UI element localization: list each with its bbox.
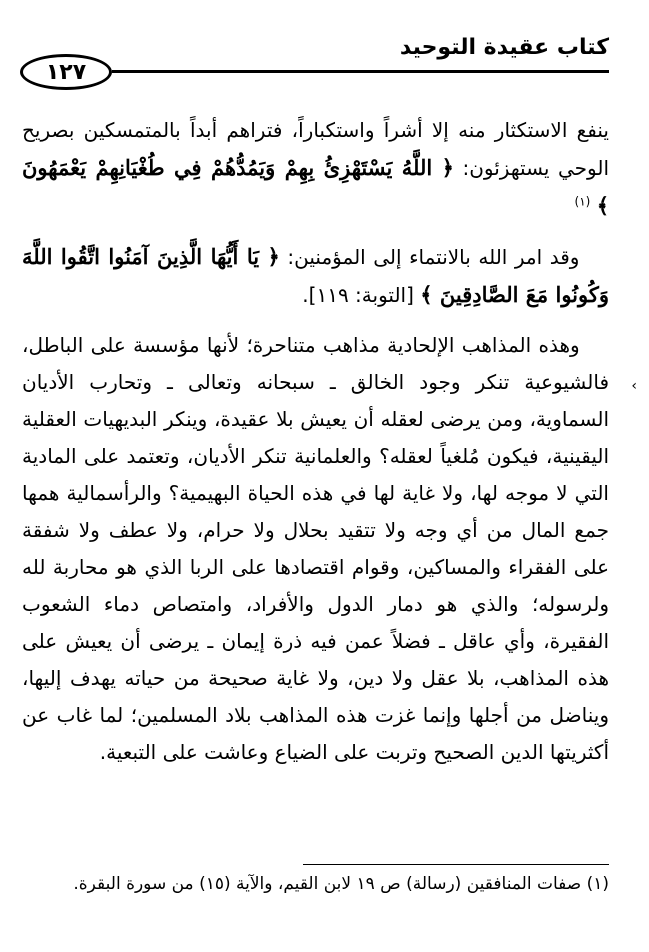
footnote-rule [303, 864, 609, 865]
paragraph-3 [22, 327, 609, 771]
book-title: كتاب عقيدة التوحيد [399, 35, 609, 60]
paragraph-3-text: وهذه المذاهب الإلحادية مذاهب متناحرة؛ لأنها مؤسسة على الباطل، فالشيوعية تنكر وجود الخالق ـ سبحانه وتعالى ـ وتحارب الأديان السماوية، ومن يرضى لعقله أن يعيش بلا عقيدة، وينكر البديهيات العقلية اليقينية، فيكون مُلغياً لعقله؟ والعلمانية تنكر الأديان، وتعتمد على المادية التي لا موجه لها، ولا غاية لها في هذه الحياة البهيمية؟ والرأسمالية همها جمع المال من أي وجه ولا تتقيد بحلال ولا حرام، ولا عطف ولا شفقة على الفقراء والمساكين، وقوام اقتصادها على الربا الذي هو محاربة لله ولرسوله؛ والذي هو دمار الدول والأفراد، وامتصاص دماء الشعوب الفقيرة، وأي عاقل ـ فضلاً عمن فيه ذرة إيمان ـ يرضى أن يعيش على هذه المذاهب، بلا عقل ولا دين، ولا غاية صحيحة من حياته يهدف إليها، ويناضل من أجلها وإنما غزت هذه المذاهب بلاد المسلمين؛ لما غاب عن أكثريتها الدين الصحيح وتربت على الضياع وعاشت على التبعية. [22, 333, 609, 764]
paragraph-1 [22, 112, 609, 225]
margin-mark: ‹ [631, 378, 637, 394]
footnote: (١) صفات المنافقين (رسالة) ص ١٩ لابن القيم، والآية (١٥) من سورة البقرة. [73, 874, 609, 894]
verse-citation: [التوبة: ١١٩]. [302, 283, 414, 307]
page-number: ١٢٧ [45, 59, 87, 85]
main-text [22, 112, 609, 771]
paragraph-2-text: وقد امر الله بالانتماء إلى المؤمنين: [287, 245, 580, 269]
quran-verse-1: ﴿ اللَّهُ يَسْتَهْزِئُ بِهِمْ وَيَمُدُّهُمْ فِي طُغْيَانِهِمْ يَعْمَهُونَ ﴾ [22, 155, 609, 218]
paragraph-2 [22, 238, 609, 314]
page-number-badge [20, 54, 112, 90]
paragraph-1-text: ينفع الاستكثار منه إلا أشراً واستكباراً، فتراهم أبداً بالمتمسكين بصريح الوحي يستهزئون: [22, 118, 610, 180]
quran-verse-2: ﴿ يَا أَيُّهَا الَّذِينَ آمَنُوا اتَّقُوا اللَّهَ وَكُونُوا مَعَ الصَّادِقِينَ ﴾ [22, 244, 609, 307]
header-rule [112, 70, 609, 73]
footnote-reference: (١) [574, 194, 591, 209]
